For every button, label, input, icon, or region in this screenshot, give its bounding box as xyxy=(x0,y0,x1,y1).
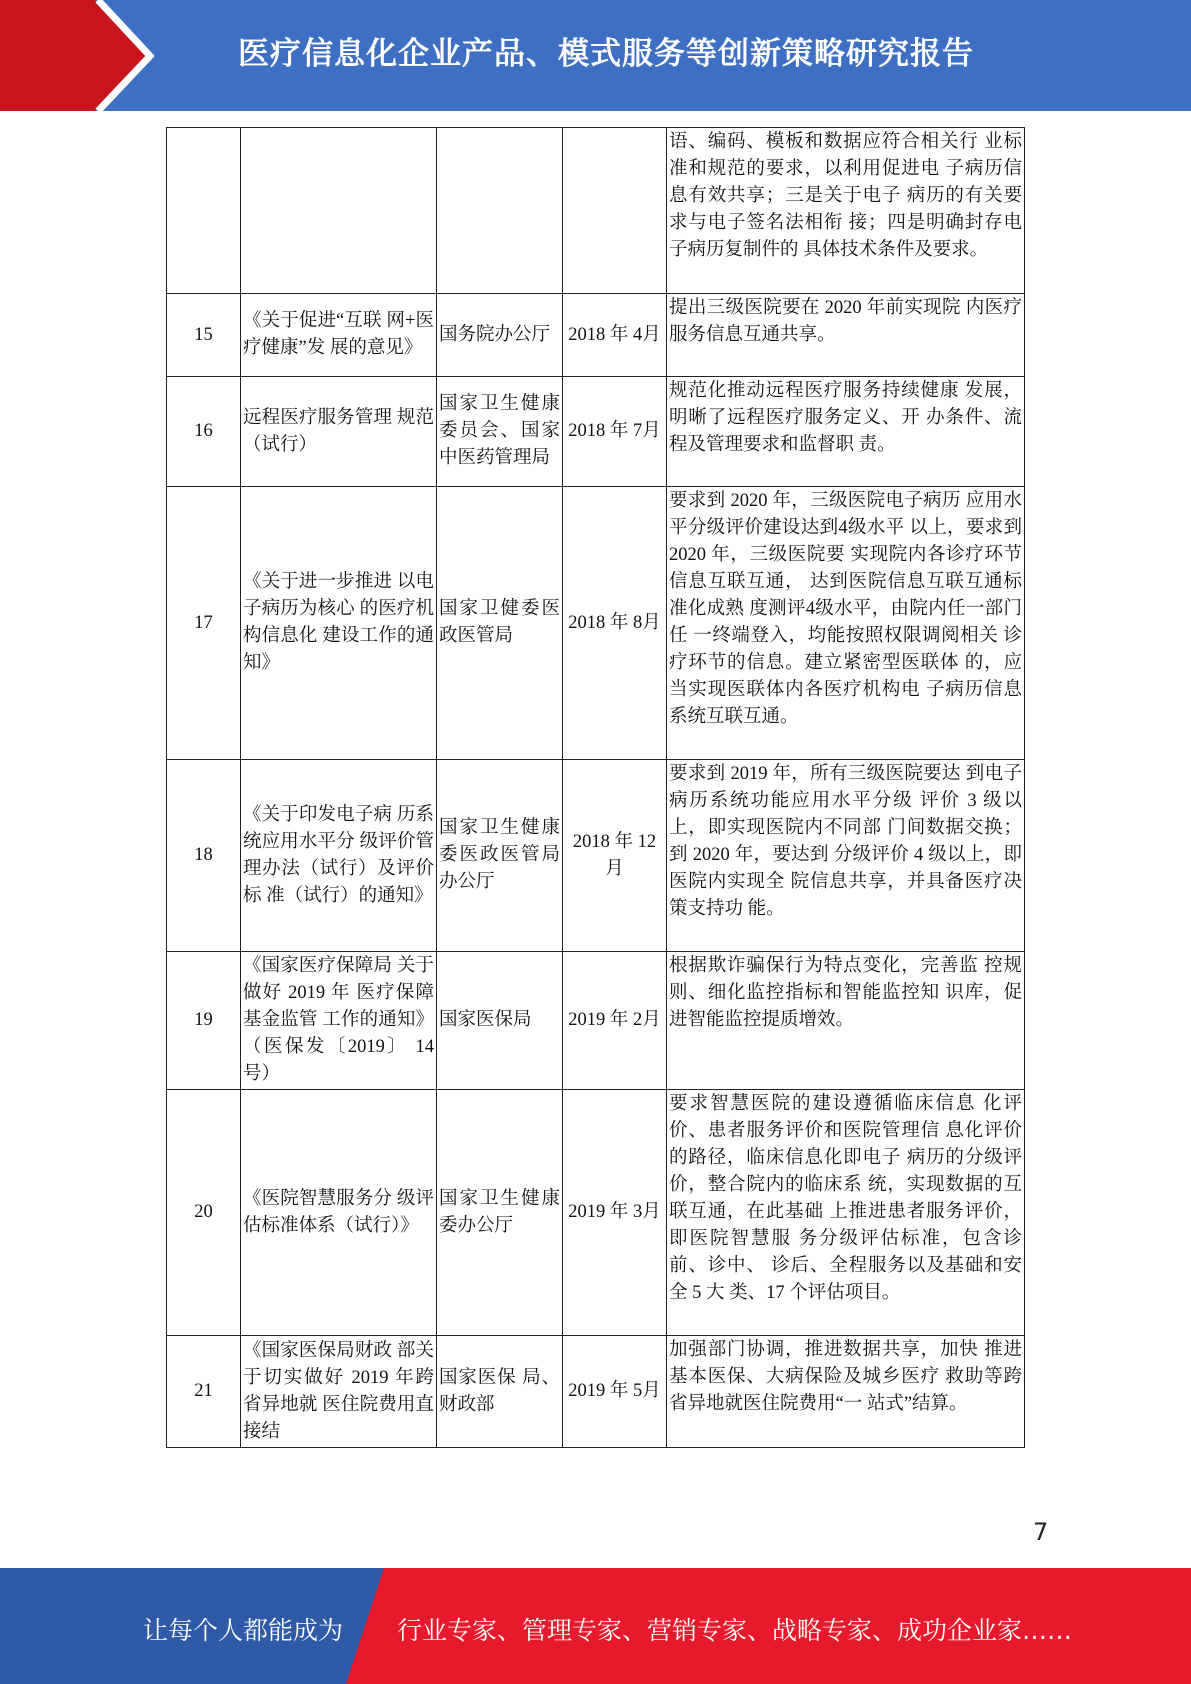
policy-title: 《国家医保局财政 部关于切实做好 2019 年跨省异地就 医住院费用直接结 xyxy=(241,1336,437,1448)
policy-content: 提出三级医院要在 2020 年前实现院 内医疗服务信息互通共享。 xyxy=(667,294,1025,377)
row-number: 16 xyxy=(167,377,241,487)
table-row xyxy=(167,760,1025,952)
table-row xyxy=(167,952,1025,1090)
row-number: 21 xyxy=(167,1336,241,1448)
policy-content: 根据欺诈骗保行为特点变化，完善监 控规则、细化监控指标和智能监控知 识库，促进智能监控提质增效。 xyxy=(667,952,1025,1090)
policy-issuer: 国家医保局 xyxy=(437,952,563,1090)
table-row xyxy=(167,294,1025,377)
policy-table xyxy=(166,127,1025,1448)
footer-banner xyxy=(0,1568,1191,1684)
policy-issuer: 国家医保 局、财政部 xyxy=(437,1336,563,1448)
policy-title xyxy=(241,128,437,294)
policy-issuer xyxy=(437,128,563,294)
policy-title: 《关于促进“互联 网+医疗健康”发 展的意见》 xyxy=(241,294,437,377)
row-number: 18 xyxy=(167,760,241,952)
row-number xyxy=(167,128,241,294)
policy-content: 规范化推动远程医疗服务持续健康 发展，明晰了远程医疗服务定义、开 办条件、流程及管理要求和监督职 责。 xyxy=(667,377,1025,487)
policy-content: 要求到 2020 年，三级医院电子病历 应用水平分级评价建设达到4级水平 以上，要求到 2020 年，三级医院要 实现院内各诊疗环节信息互联互通， 达到医院信息互联互通标准化成熟 度测评4级水平，由院内任一部门任 一终端登入，均能按照权限调阅相关 诊疗环节的信息。建立紧密型医联体 的，应当实现医联体内各医疗机构电 子病历信息系统互联互通。 xyxy=(667,487,1025,760)
policy-issuer: 国家卫健委医政医管局 xyxy=(437,487,563,760)
policy-title: 《关于进一步推进 以电子病历为核心 的医疗机构信息化 建设工作的通知》 xyxy=(241,487,437,760)
page-number: 7 xyxy=(1033,1518,1049,1546)
table-row xyxy=(167,377,1025,487)
table-row xyxy=(167,1090,1025,1336)
policy-issuer: 国家卫生健康委医政医管局办公厅 xyxy=(437,760,563,952)
policy-content: 语、编码、模板和数据应符合相关行 业标准和规范的要求，以利用促进电 子病历信息有效共享；三是关于电子 病历的有关要求与电子签名法相衔 接；四是明确封存电子病历复制件的 具体技术条件及要求。 xyxy=(667,128,1025,294)
policy-title: 《国家医疗保障局 关于做好 2019 年 医疗保障基金监管 工作的通知》（医保发〔2019〕 14 号） xyxy=(241,952,437,1090)
row-number: 19 xyxy=(167,952,241,1090)
table-row xyxy=(167,128,1025,294)
policy-title: 《医院智慧服务分 级评估标准体系（试行）》 xyxy=(241,1090,437,1336)
policy-date xyxy=(563,128,667,294)
header-banner xyxy=(0,0,1191,111)
policy-issuer: 国家卫生健康委员会、国家中医药管理局 xyxy=(437,377,563,487)
policy-date: 2019 年 2月 xyxy=(563,952,667,1090)
policy-issuer: 国务院办公厅 xyxy=(437,294,563,377)
footer-slogan-left: 让每个人都能成为 xyxy=(143,1616,344,1645)
footer-slogan-right: 行业专家、管理专家、营销专家、战略专家、成功企业家…… xyxy=(397,1616,1073,1645)
policy-date: 2019 年 3月 xyxy=(563,1090,667,1336)
policy-date: 2019 年 5月 xyxy=(563,1336,667,1448)
policy-content: 加强部门协调，推进数据共享，加快 推进基本医保、大病保险及城乡医疗 救助等跨省异地就医住院费用“一 站式”结算。 xyxy=(667,1336,1025,1448)
report-title: 医疗信息化企业产品、模式服务等创新策略研究报告 xyxy=(238,36,974,72)
row-number: 15 xyxy=(167,294,241,377)
policy-content: 要求到 2019 年，所有三级医院要达 到电子病历系统功能应用水平分级 评价 3 级以上，即实现医院内不同部 门间数据交换；到 2020 年，要达到 分级评价 4 级以上，即医院内实现全 院信息共享，并具备医疗决策支持功 能。 xyxy=(667,760,1025,952)
policy-date: 2018 年 4月 xyxy=(563,294,667,377)
policy-title: 《关于印发电子病 历系统应用水平分 级评价管理办法（试行）及评价标 准（试行）的通知》 xyxy=(241,760,437,952)
policy-content: 要求智慧医院的建设遵循临床信息 化评价、患者服务评价和医院管理信 息化评价的路径，临床信息化即电子 病历的分级评价，整合院内的临床系 统，实现数据的互联互通，在此基础 上推进患者服务评价，即医院智慧服 务分级评估标准，包含诊前、诊中、 诊后、全程服务以及基础和安全 5 大 类、17 个评估项目。 xyxy=(667,1090,1025,1336)
row-number: 20 xyxy=(167,1090,241,1336)
policy-date: 2018 年 12 月 xyxy=(563,760,667,952)
table-row xyxy=(167,487,1025,760)
header-red-arrow xyxy=(0,0,150,111)
row-number: 17 xyxy=(167,487,241,760)
policy-date: 2018 年 7月 xyxy=(563,377,667,487)
policy-issuer: 国家卫生健康委办公厅 xyxy=(437,1090,563,1336)
policy-title: 远程医疗服务管理 规范（试行） xyxy=(241,377,437,487)
policy-date: 2018 年 8月 xyxy=(563,487,667,760)
table-row xyxy=(167,1336,1025,1448)
